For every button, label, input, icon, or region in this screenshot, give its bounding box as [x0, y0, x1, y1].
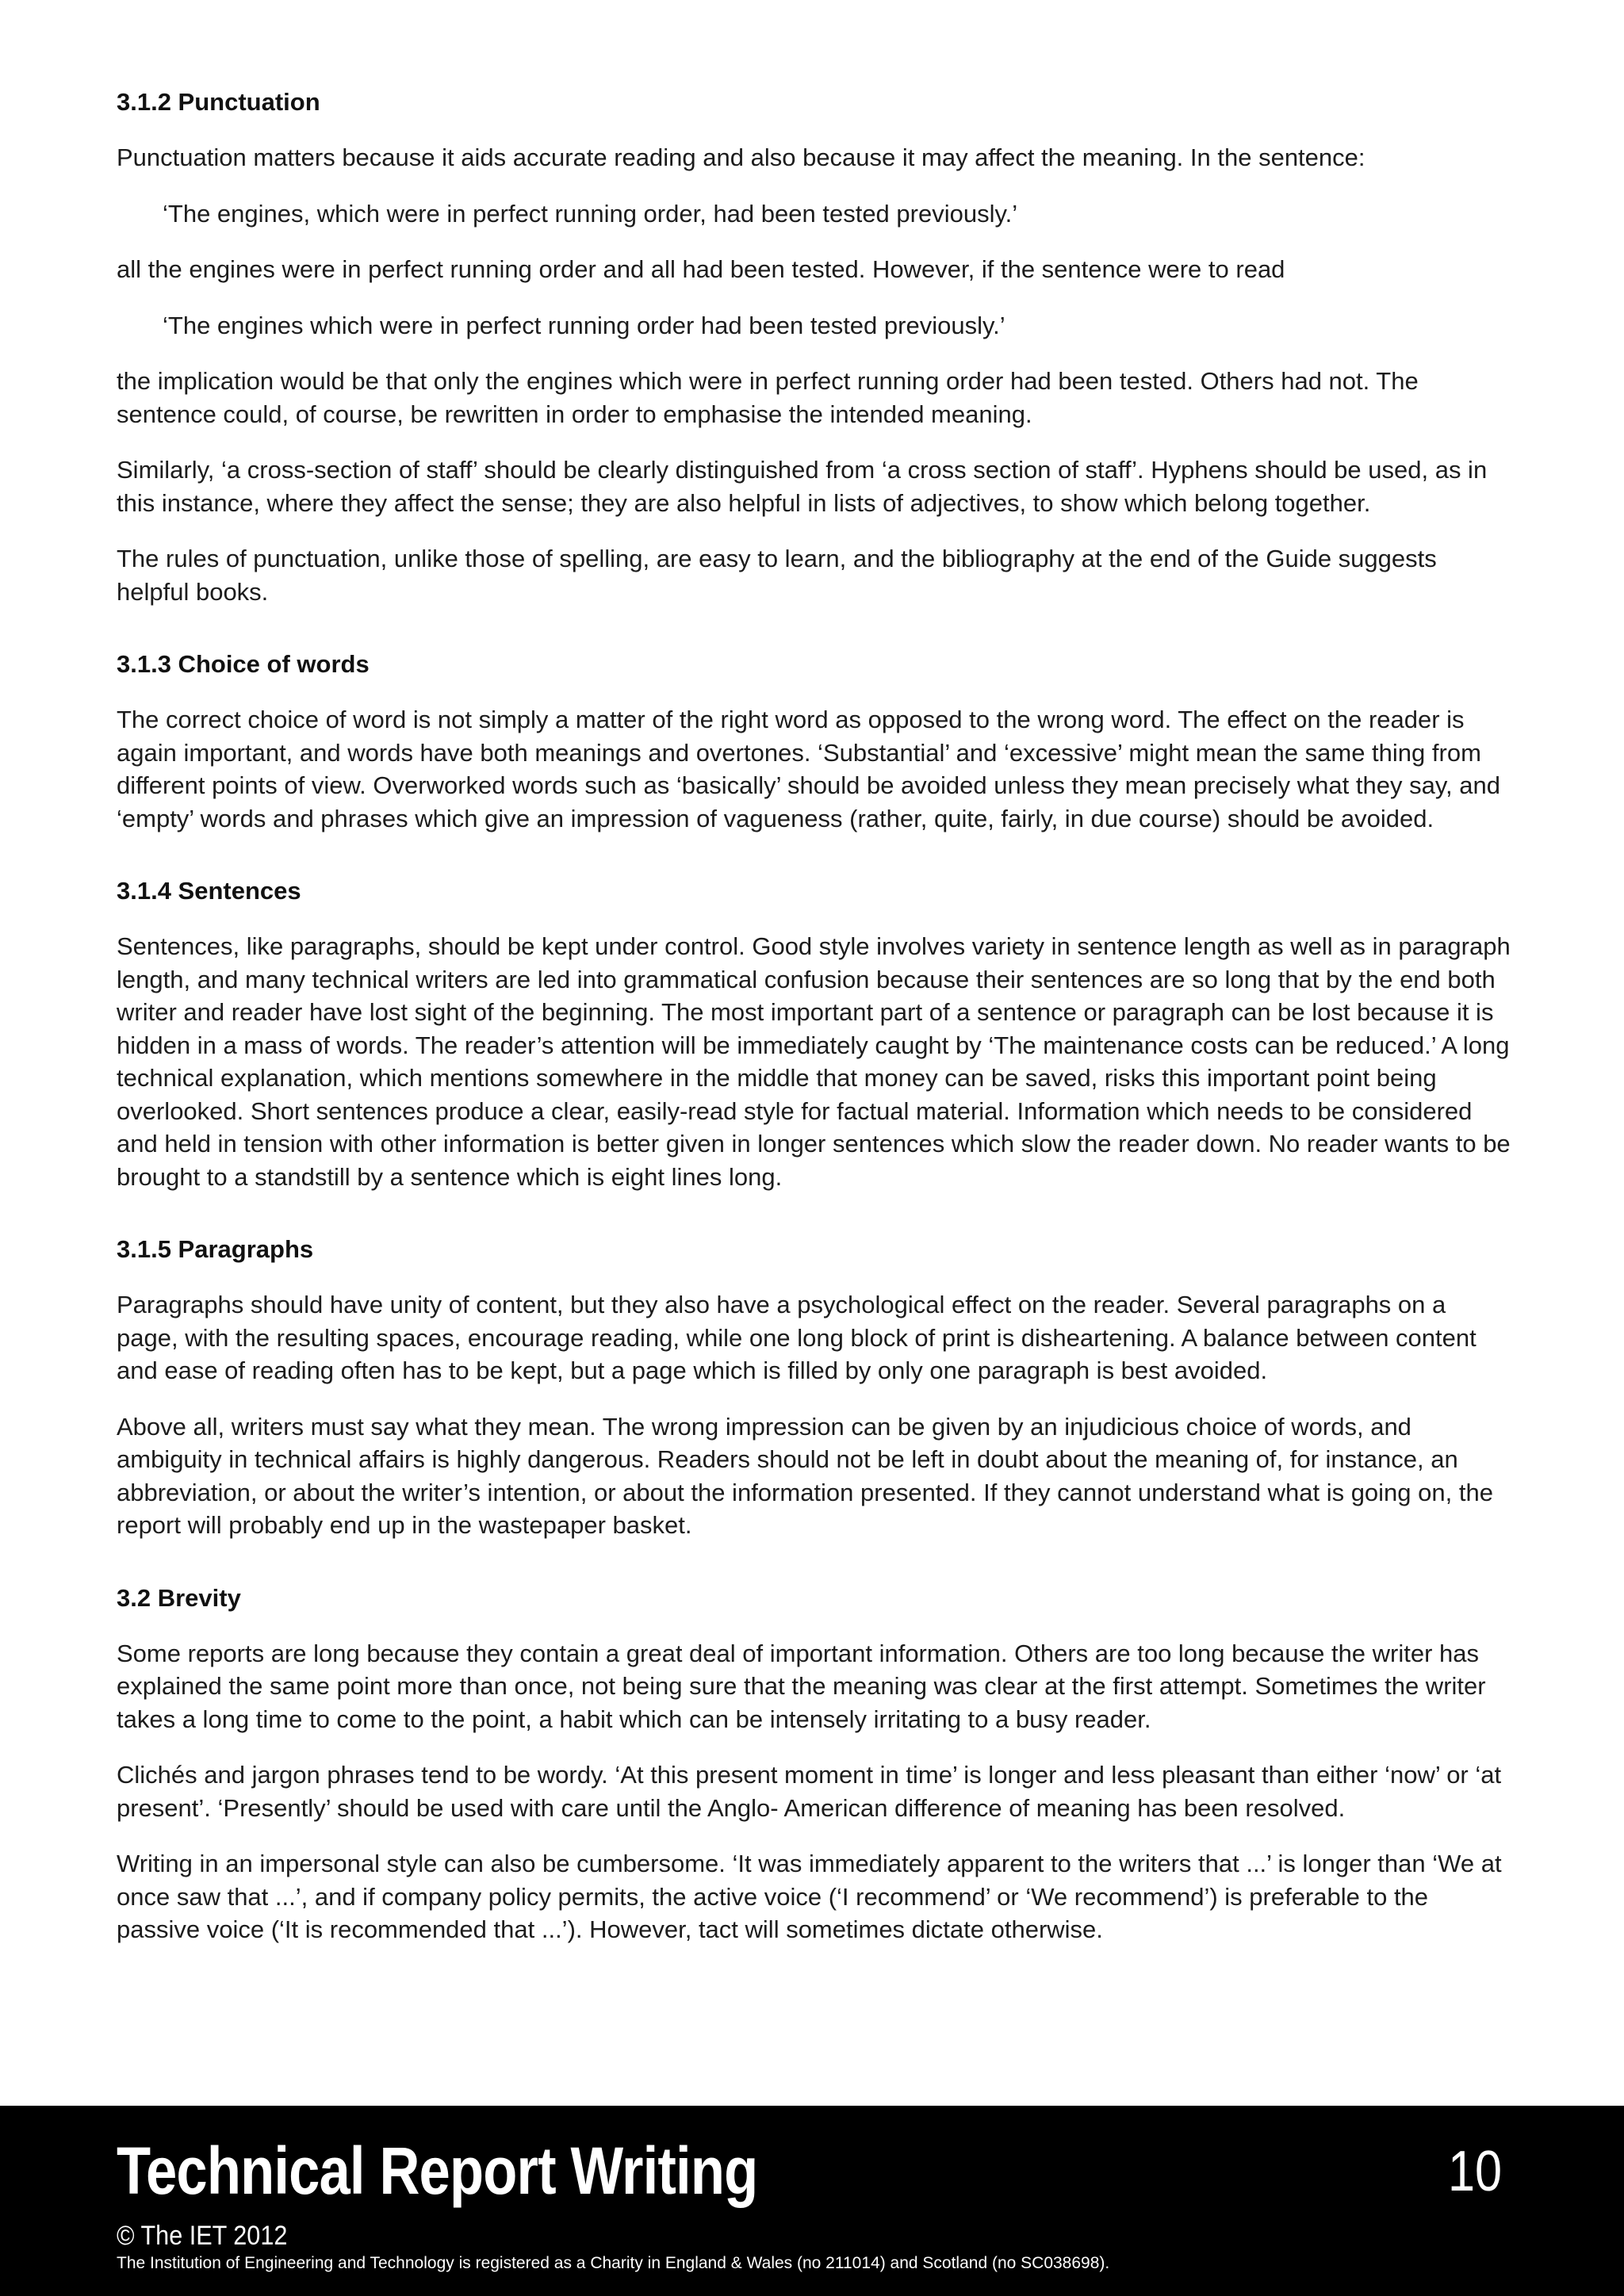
paragraph: Clichés and jargon phrases tend to be wordy. ‘At this present moment in time’ is longer and less pleasant than either ‘now’ or ‘at present’. ‘Presently’ should be used with care until the Anglo- American difference of meaning has been resolved.: [117, 1761, 1502, 1822]
example-quote: ‘The engines which were in perfect running order had been tested previously.’: [163, 311, 1005, 339]
paragraph: Punctuation matters because it aids accurate reading and also because it may affect the meaning. In the sentence:: [117, 144, 1365, 171]
section-heading-paragraphs: 3.1.5 Paragraphs: [117, 1235, 314, 1263]
page-number: 10: [1447, 2140, 1502, 2203]
charity-registration-notice: The Institution of Engineering and Technology is registered as a Charity in England & Wales (no 211014) and Scotland (no SC038698).: [117, 2254, 1110, 2272]
paragraph: Similarly, ‘a cross-section of staff’ should be clearly distinguished from ‘a cross section of staff’. Hyphens should be used, as in this instance, where they affect the sense; they are also helpful in lists of adjectives, to show which belong together.: [117, 456, 1488, 517]
paragraph: the implication would be that only the engines which were in perfect running order had been tested. Others had not. The sentence could, of course, be rewritten in order to emphasise the intended meaning.: [117, 367, 1419, 428]
footer-title: Technical Report Writing: [117, 2133, 758, 2208]
page-footer: [0, 2106, 1624, 2296]
section-heading-punctuation: 3.1.2 Punctuation: [117, 88, 320, 116]
section-heading-choice-of-words: 3.1.3 Choice of words: [117, 650, 370, 678]
paragraph: Above all, writers must say what they mean. The wrong impression can be given by an injudicious choice of words, and ambiguity in technical affairs is highly dangerous. Readers should not be left in doubt about the meaning of, for instance, an abbreviation, or about the writer’s intention, or about the information presented. If they cannot understand what is going on, the report will probably end up in the wastepaper basket.: [117, 1412, 1493, 1539]
section-heading-brevity: 3.2 Brevity: [117, 1583, 241, 1612]
copyright-notice: © The IET 2012: [117, 2221, 288, 2251]
example-quote: ‘The engines, which were in perfect running order, had been tested previously.’: [163, 199, 1018, 228]
paragraph: Some reports are long because they contain a great deal of important information. Others are too long because the writer has explained the same point more than once, not being sure that the meaning was clear at the first attempt. Sometimes the writer takes a long time to come to the point, a habit which can be intensely irritating to a busy reader.: [117, 1639, 1486, 1733]
paragraph: The rules of punctuation, unlike those of spelling, are easy to learn, and the bibliography at the end of the Guide suggests helpful books.: [117, 545, 1437, 606]
paragraph: all the engines were in perfect running order and all had been tested. However, if the sentence were to read: [117, 255, 1285, 283]
paragraph: Paragraphs should have unity of content, but they also have a psychological effect on the reader. Several paragraphs on a page, with the resulting spaces, encourage reading, while one long block of print is disheartening. A balance between content and ease of reading often has to be kept, but a page which is filled by only one paragraph is best avoided.: [117, 1291, 1477, 1384]
paragraph: Sentences, like paragraphs, should be kept under control. Good style involves variety in sentence length as well as in paragraph length, and many technical writers are led into grammatical confusion because their sentences are so long that by the end both writer and reader have lost sight of the beginning. The most important part of a sentence or paragraph can be lost because it is hidden in a mass of words. The reader’s attention will be immediately caught by ‘The maintenance costs can be reduced.’ A long technical explanation, which mentions somewhere in the middle that money can be saved, risks this important point being overlooked. Short sentences produce a clear, easily-read style for factual material. Information which needs to be considered and held in tension with other information is better given in longer sentences which slow the reader down. No reader wants to be brought to a standstill by a sentence which is eight lines long.: [117, 932, 1511, 1191]
document-body: [117, 86, 1512, 1969]
paragraph: The correct choice of word is not simply a matter of the right word as opposed to the wrong word. The effect on the reader is again important, and words have both meanings and overtones. ‘Substantial’ and ‘excessive’ might mean the same thing from different points of view. Overworked words such as ‘basically’ should be avoided unless they mean precisely what they say, and ‘empty’ words and phrases which give an impression of vagueness (rather, quite, fairly, in due course) should be avoided.: [117, 706, 1500, 832]
paragraph: Writing in an impersonal style can also be cumbersome. ‘It was immediately apparent to the writers that ...’ is longer than ‘We at once saw that ...’, and if company policy permits, the active voice (‘I recommend’ or ‘We recommend’) is preferable to the passive voice (‘It is recommended that ...’). However, tact will sometimes dictate otherwise.: [117, 1850, 1502, 1943]
section-heading-sentences: 3.1.4 Sentences: [117, 877, 301, 905]
